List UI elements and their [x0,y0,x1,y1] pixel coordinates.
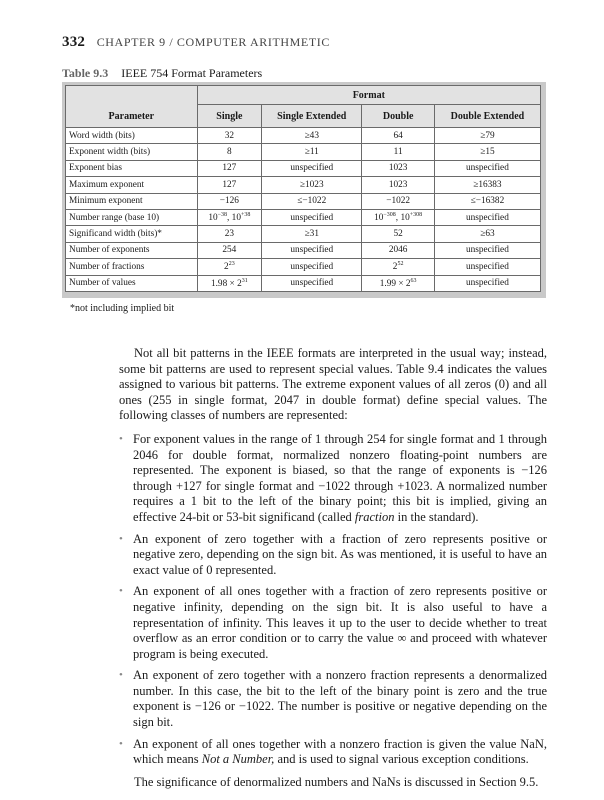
range-base: 10 [374,213,384,224]
list-item [119,432,547,526]
cell-double-extended: unspecified [434,242,540,258]
table-row [66,259,541,275]
ieee-format-table [65,85,541,292]
cell-double-extended: unspecified [434,275,540,291]
row-parameter: Maximum exponent [66,177,198,193]
list-item-text: An exponent of zero together with a nonzero fraction represents a denormalized number. In this case, the bit to the left of the binary point is zero and the true exponent is −126 or −1022. The number is positive or negative depending on the sign bit. [133,668,547,730]
list-item-text: An exponent of zero together with a fraction of zero represents positive or negative zero, depending on the sign bit. As was mentioned, it is useful to have an exact value of 0 represented. [133,531,547,577]
cell-single-extended: unspecified [262,160,362,176]
cell-double: 52 [362,226,434,242]
cell-single-extended: unspecified [262,259,362,275]
format-group-header: Format [197,86,540,105]
cell-single [197,259,262,275]
cell-double [362,209,434,225]
cell-single [197,275,262,291]
chapter-title: CHAPTER 9 / COMPUTER ARITHMETIC [96,35,330,49]
cell-double-extended: unspecified [434,259,540,275]
cell-single: −126 [197,193,262,209]
cell-single: 127 [197,160,262,176]
cell-single [197,209,262,225]
table-row [66,144,541,160]
cell-single-extended: ≥11 [262,144,362,160]
list-item-text: An exponent of all ones together with a nonzero fraction is given the value NaN, which means [133,736,547,767]
closing-paragraph: The significance of denormalized numbers and NaNs is discussed in Section 9.5. [134,774,539,789]
power-exponent: 52 [397,261,404,268]
row-parameter: Word width (bits) [66,128,198,144]
table-row [66,128,541,144]
cell-double-extended: unspecified [434,160,540,176]
cell-double: 1023 [362,177,434,193]
intro-paragraph: Not all bit patterns in the IEEE formats are interpreted in the usual way; instead, some bit patterns are used to represent special values. Table 9.4 indicates the values assigned to various bit patterns. The extreme exponent values of all zeros (0) and all ones (255 in single format, 2047 in double format) define special values. The following classes of numbers are represented: [119,346,547,423]
cell-double: 64 [362,128,434,144]
cell-single: 8 [197,144,262,160]
cell-double-extended: ≥63 [434,226,540,242]
cell-double: 11 [362,144,434,160]
cell-double: 2046 [362,242,434,258]
cell-double-extended: ≤−16382 [434,193,540,209]
table-row [66,242,541,258]
cell-double [362,275,434,291]
power-exponent: 31 [241,277,248,284]
range-base: , 10 [395,213,410,224]
range-base: 10 [208,213,218,224]
running-header [62,34,330,51]
cell-double-extended: ≥15 [434,144,540,160]
cell-single: 23 [197,226,262,242]
table-row [66,177,541,193]
list-item-text: An exponent of all ones together with a fraction of zero represents positive or negative infinity, depending on the sign bit. It is also useful to have a representation of infinity. This leaves it up to the user to decide whether to treat overflow as an error condition or to carry the value ∞ and proceed with whatever program is being executed. [133,584,547,661]
bullet-icon: • [119,532,123,545]
cell-single: 254 [197,242,262,258]
table-container [62,82,546,298]
range-exponent: +38 [240,212,251,219]
table-title: IEEE 754 Format Parameters [121,66,263,80]
cell-single-extended: ≤−1022 [262,193,362,209]
bullet-icon: • [119,585,123,598]
col-header-parameter: Parameter [66,86,198,128]
table-row [66,160,541,176]
row-parameter: Minimum exponent [66,193,198,209]
power-base: 1.98 × 2 [210,278,242,289]
table-row [66,275,541,291]
number-classes-list [119,432,547,768]
row-parameter: Exponent width (bits) [66,144,198,160]
range-exponent: −308 [383,212,396,219]
range-exponent: −38 [217,212,228,219]
bullet-icon: • [119,432,123,445]
list-item-emphasis: fraction [354,509,395,524]
cell-single: 127 [197,177,262,193]
list-item-text: For exponent values in the range of 1 through 254 for single format and 1 through 2046 for double format, normalized nonzero floating-point numbers are represented. The exponent is biased, so that the range of exponents is −126 through +127 for single format and −1022 through +1023. A normalized number requires a 1 bit to the left of the binary point; this bit is implied, giving an effective 24-bit or 53-bit significand (called [133,431,547,524]
table-footnote: *not including implied bit [70,303,175,314]
table-caption [62,66,262,81]
cell-single: 32 [197,128,262,144]
list-item [119,584,547,662]
power-exponent: 23 [228,261,235,268]
list-item-emphasis: Not a Number, [201,752,275,767]
cell-double-extended: ≥16383 [434,177,540,193]
table-row [66,209,541,225]
cell-single-extended: unspecified [262,242,362,258]
table-row [66,193,541,209]
row-parameter: Number of values [66,275,198,291]
bullet-icon: • [119,669,123,682]
page-number: 332 [62,34,86,50]
cell-single-extended: ≥31 [262,226,362,242]
cell-double: −1022 [362,193,434,209]
list-item [119,668,547,730]
table-format-header-row [66,86,541,105]
range-exponent: +308 [409,212,423,219]
row-parameter: Number range (base 10) [66,209,198,225]
col-header-double-extended: Double Extended [434,105,540,128]
body-text [119,346,547,790]
cell-single-extended: ≥43 [262,128,362,144]
power-base: 2 [224,262,229,273]
cell-single-extended: unspecified [262,209,362,225]
row-parameter: Number of exponents [66,242,198,258]
cell-double [362,259,434,275]
cell-double-extended: ≥79 [434,128,540,144]
bullet-icon: • [119,737,123,750]
row-parameter: Exponent bias [66,160,198,176]
power-base: 1.99 × 2 [379,278,411,289]
table-row [66,226,541,242]
range-base: , 10 [227,213,241,224]
cell-double-extended: unspecified [434,209,540,225]
row-parameter: Number of fractions [66,259,198,275]
power-exponent: 63 [410,277,417,284]
col-header-single-extended: Single Extended [262,105,362,128]
col-header-single: Single [197,105,262,128]
col-header-double: Double [362,105,434,128]
table-number: Table 9.3 [62,66,109,80]
cell-single-extended: ≥1023 [262,177,362,193]
list-item [119,532,547,579]
power-base: 2 [392,262,398,273]
row-parameter: Significand width (bits)* [66,226,198,242]
list-item-text: in the standard). [394,509,479,524]
list-item-text: and is used to signal various exception conditions. [274,752,529,767]
list-item [119,737,547,768]
cell-double: 1023 [362,160,434,176]
cell-single-extended: unspecified [262,275,362,291]
